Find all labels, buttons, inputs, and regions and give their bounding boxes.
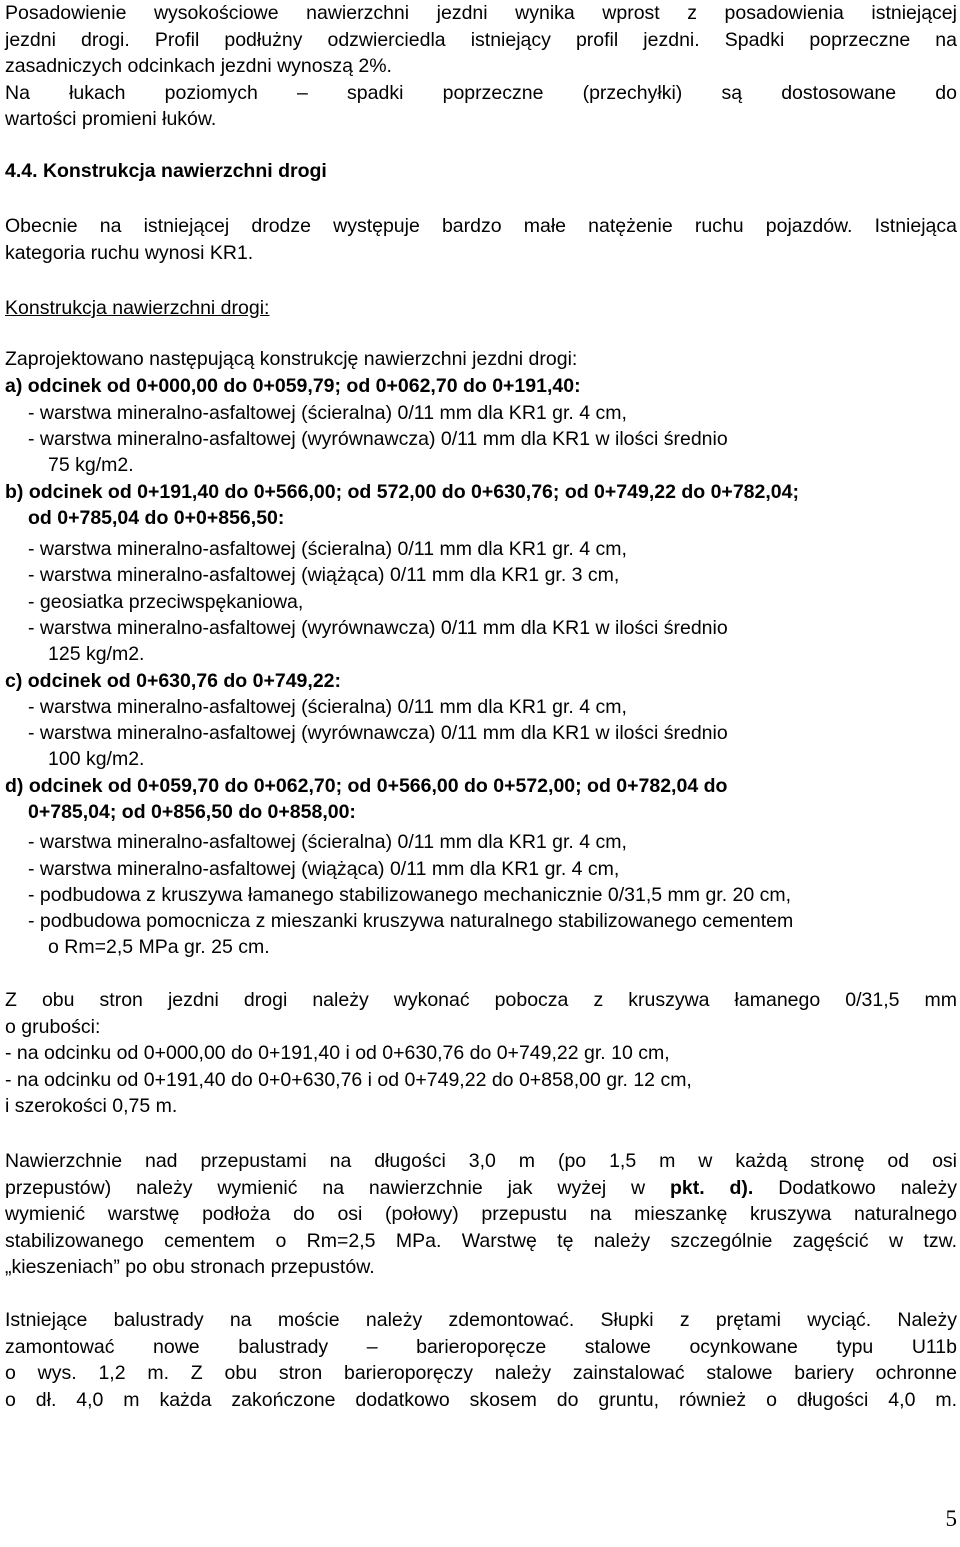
text-line: Posadowienie wysokościowe nawierzchni jezdni wynika wprost z posadowienia istniejącej (5, 2, 957, 24)
text-line: zasadniczych odcinkach jezdni wynoszą 2%. (5, 55, 392, 77)
list-item: - podbudowa z kruszywa łamanego stabilizowanego mechanicznie 0/31,5 mm gr. 20 cm, (28, 884, 792, 906)
text-line: Z obu stron jezdni drogi należy wykonać pobocza z kruszywa łamanego 0/31,5 mm (5, 989, 957, 1011)
design-intro: Zaprojektowano następującą konstrukcję nawierzchni jezdni drogi: (5, 348, 578, 370)
section-title: 4.4. Konstrukcja nawierzchni drogi (5, 160, 327, 182)
traffic-paragraph (5, 213, 957, 266)
intro-paragraph (5, 0, 957, 133)
list-item: - warstwa mineralno-asfaltowej (ścieralna) 0/11 mm dla KR1 gr. 4 cm, (28, 696, 627, 718)
text-line: - na odcinku od 0+000,00 do 0+191,40 i od 0+630,76 do 0+749,22 gr. 10 cm, (5, 1042, 670, 1064)
text-run: przepustów) należy wymienić na nawierzchnie jak wyżej w (5, 1176, 670, 1199)
section-d-heading: d) odcinek od 0+059,70 do 0+062,70; od 0+566,00 do 0+572,00; od 0+782,04 do (5, 775, 728, 797)
reference-bold: pkt. d). (669, 1176, 754, 1199)
list-item: - warstwa mineralno-asfaltowej (wyrównawcza) 0/11 mm dla KR1 w ilości średnio (28, 428, 728, 450)
list-item: - warstwa mineralno-asfaltowej (ścieralna) 0/11 mm dla KR1 gr. 4 cm, (28, 831, 627, 853)
section-b-heading: b) odcinek od 0+191,40 do 0+566,00; od 572,00 do 0+630,76; od 0+749,22 do 0+782,04; (5, 481, 799, 503)
page-number: 5 (945, 1506, 957, 1531)
list-item: - warstwa mineralno-asfaltowej (wiążąca) 0/11 mm dla KR1 gr. 3 cm, (28, 564, 620, 586)
text-line: wymienić warstwę podłoża do osi (połowy) przepustu na mieszankę kruszywa naturalnego (5, 1203, 957, 1225)
section-b-heading: od 0+785,04 do 0+0+856,50: (28, 507, 285, 529)
list-item: - podbudowa pomocnicza z mieszanki kruszywa naturalnego stabilizowanego cementem (28, 910, 794, 932)
list-item: - warstwa mineralno-asfaltowej (wiążąca) 0/11 mm dla KR1 gr. 4 cm, (28, 858, 620, 880)
section-d-heading: 0+785,04; od 0+856,50 do 0+858,00: (28, 801, 356, 823)
list-item: 75 kg/m2. (48, 454, 134, 476)
text-line: zamontować nowe balustrady – barieroporęcze stalowe ocynkowane typu U11b (5, 1335, 957, 1358)
text-line: o grubości: (5, 1015, 101, 1038)
list-item: - geosiatka przeciwspękaniowa, (28, 591, 304, 613)
list-item: - warstwa mineralno-asfaltowej (wyrównawcza) 0/11 mm dla KR1 w ilości średnio (28, 722, 728, 744)
text-run: Dodatkowo należy (753, 1176, 957, 1199)
list-item: - warstwa mineralno-asfaltowej (ścieralna) 0/11 mm dla KR1 gr. 4 cm, (28, 402, 627, 424)
section-c-heading: c) odcinek od 0+630,76 do 0+749,22: (5, 670, 342, 692)
list-item: - warstwa mineralno-asfaltowej (ścieralna) 0/11 mm dla KR1 gr. 4 cm, (28, 538, 627, 560)
list-item: - warstwa mineralno-asfaltowej (wyrównawcza) 0/11 mm dla KR1 w ilości średnio (28, 617, 728, 639)
text-line: stabilizowanego cementem o Rm=2,5 MPa. Warstwę tę należy szczególnie zagęścić w tzw. (5, 1229, 957, 1252)
list-item: 100 kg/m2. (48, 748, 145, 770)
text-line: i szerokości 0,75 m. (5, 1095, 178, 1117)
text-line: o dł. 4,0 m każda zakończone dodatkowo skosem do gruntu, również o długości 4,0 m. (5, 1388, 957, 1411)
text-line: kategoria ruchu wynosi KR1. (5, 241, 254, 264)
shoulders-paragraph (5, 987, 957, 1120)
barriers-paragraph (5, 1307, 957, 1413)
text-line: - na odcinku od 0+191,40 do 0+0+630,76 i od 0+749,22 do 0+858,00 gr. 12 cm, (5, 1068, 692, 1091)
construction-subheading: Konstrukcja nawierzchni drogi: (5, 297, 270, 319)
text-line: jezdni drogi. Profil podłużny odzwierciedla istniejący profil jezdni. Spadki poprzeczne na (5, 28, 957, 51)
text-line: wartości promieni łuków. (5, 108, 217, 130)
text-line (5, 1175, 957, 1202)
culverts-paragraph (5, 1148, 957, 1281)
section-a-heading: a) odcinek od 0+000,00 do 0+059,79; od 0+062,70 do 0+191,40: (5, 375, 581, 397)
text-line: Istniejące balustrady na moście należy zdemontować. Słupki z prętami wyciąć. Należy (5, 1309, 957, 1331)
list-item: o Rm=2,5 MPa gr. 25 cm. (48, 936, 270, 958)
text-line: Obecnie na istniejącej drodze występuje bardzo małe natężenie ruchu pojazdów. Istniejąca (5, 215, 957, 237)
text-line: Nawierzchnie nad przepustami na długości 3,0 m (po 1,5 m w każdą stronę od osi (5, 1150, 957, 1172)
text-line: Na łukach poziomych – spadki poprzeczne (przechyłki) są dostosowane do (5, 81, 957, 104)
text-line: o wys. 1,2 m. Z obu stron barieroporęczy należy zainstalować stalowe bariery ochronne (5, 1362, 957, 1384)
list-item: 125 kg/m2. (48, 643, 145, 665)
text-line: „kieszeniach” po obu stronach przepustów. (5, 1256, 375, 1278)
